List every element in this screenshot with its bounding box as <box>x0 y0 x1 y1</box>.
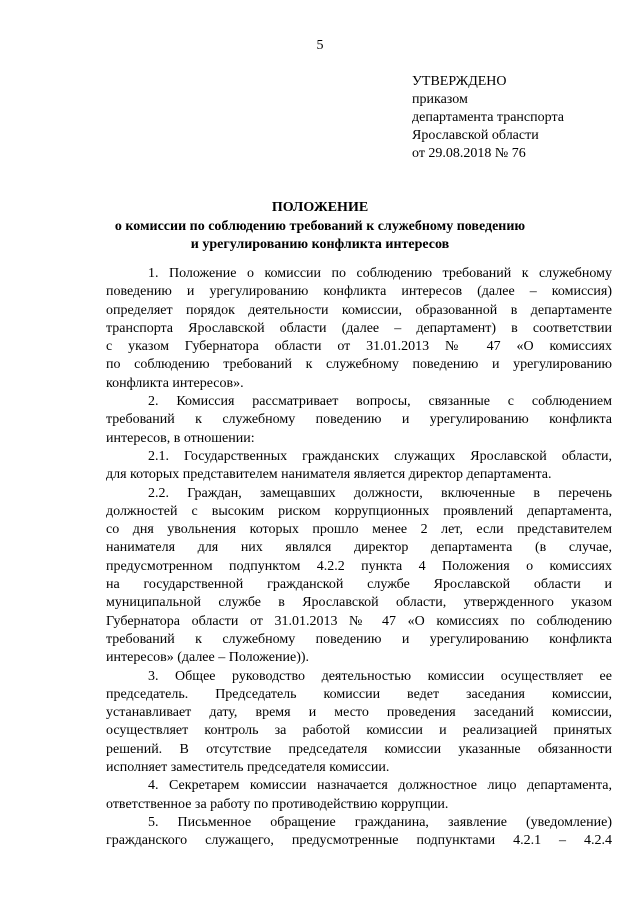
approval-stamp <box>412 73 564 163</box>
paragraph-line: нанимателя для них являлся директор департамента (в случае, <box>106 540 612 556</box>
paragraph-line: предусмотренном подпунктом 4.2.2 пункта 4 Положения о комиссиях <box>106 558 612 574</box>
paragraph-line: 2. Комиссия рассматривает вопросы, связанные с соблюдением <box>148 394 612 410</box>
title-subheading: и урегулированию конфликта интересов <box>190 237 450 252</box>
paragraph-line: 2.1. Государственных гражданских служащих Ярославской области, <box>148 448 612 464</box>
paragraph-line: с указом Губернатора области от 31.01.2013 № 47 «О комиссиях <box>106 339 612 355</box>
paragraph-line: определяет порядок деятельности комиссии, образованной в департаменте <box>106 302 612 318</box>
paragraph-line: 3. Общее руководство деятельностью комиссии осуществляет ее <box>148 668 612 684</box>
paragraph-line: конфликта интересов». <box>106 375 244 391</box>
paragraph-line: 1. Положение о комиссии по соблюдению требований к служебному <box>148 266 612 281</box>
paragraph-line: по соблюдению требований к служебному поведению и урегулированию <box>106 357 612 373</box>
paragraph-line: устанавливает дату, время и место проведения заседаний комиссии, <box>106 705 612 721</box>
paragraph-line: председатель. Председатель комиссии ведет заседания комиссии, <box>106 686 612 702</box>
paragraph-line: интересов, в отношении: <box>106 430 255 446</box>
paragraph-line: муниципальной службе в Ярославской области, утвержденного указом <box>106 595 612 611</box>
approval-line: департамента транспорта <box>412 110 564 125</box>
paragraph-line: требований к служебному поведению и урегулированию конфликта <box>106 631 612 647</box>
paragraph-line: 4. Секретарем комиссии назначается должностное лицо департамента, <box>148 778 612 794</box>
paragraph-line: Губернатора области от 31.01.2013 № 47 «О комиссиях по соблюдению <box>106 613 612 629</box>
document-body <box>106 265 612 851</box>
approval-line: Ярославской области <box>412 128 539 143</box>
paragraph <box>106 448 612 485</box>
paragraph <box>106 485 612 668</box>
paragraph-line: гражданского служащего, предусмотренные подпунктами 4.2.1 – 4.2.4 <box>106 833 612 849</box>
title-subheading: о комиссии по соблюдению требований к служебному поведению <box>114 218 526 234</box>
paragraph-line: требований к служебному поведению и урегулированию конфликта <box>106 412 612 428</box>
title-heading: ПОЛОЖЕНИЕ <box>271 200 369 215</box>
paragraph <box>106 668 612 778</box>
paragraph-line: поведению и урегулированию конфликта интересов (далее – комиссия) <box>106 284 612 300</box>
paragraph-line: транспорта Ярославской области (далее – департамент) в соответствии <box>106 320 612 336</box>
paragraph-line: 5. Письменное обращение гражданина, заявление (уведомление) <box>148 814 612 830</box>
paragraph <box>106 814 612 851</box>
paragraph-line: осуществляет контроль за работой комиссии и реализацией принятых <box>106 723 612 739</box>
paragraph-line: должностей с высоким риском коррупционных проявлений департамента, <box>106 503 612 519</box>
document-title <box>0 199 640 255</box>
paragraph-line: исполняет заместитель председателя комиссии. <box>106 760 390 776</box>
paragraph-line: для которых представителем нанимателя является директор департамента. <box>106 467 552 483</box>
paragraph-line: интересов» (далее – Положение)). <box>106 650 310 666</box>
page-number: 5 <box>316 38 324 53</box>
paragraph-line: 2.2. Граждан, замещавших должности, включенные в перечень <box>148 485 612 501</box>
approval-line: УТВЕРЖДЕНО <box>412 74 507 89</box>
approval-line: приказом <box>412 92 468 107</box>
paragraph-line: ответственное за работу по противодействию коррупции. <box>106 796 449 812</box>
paragraph-line: со дня увольнения которых прошло менее 2 лет, если представителем <box>106 522 612 538</box>
paragraph <box>106 265 612 393</box>
approval-line: от 29.08.2018 № 76 <box>412 146 526 161</box>
paragraph <box>106 777 612 814</box>
paragraph-line: решений. В отсутствие председателя комиссии указанные обязанности <box>106 741 612 757</box>
paragraph-line: на государственной гражданской службе Ярославской области и <box>106 577 612 593</box>
paragraph <box>106 393 612 448</box>
